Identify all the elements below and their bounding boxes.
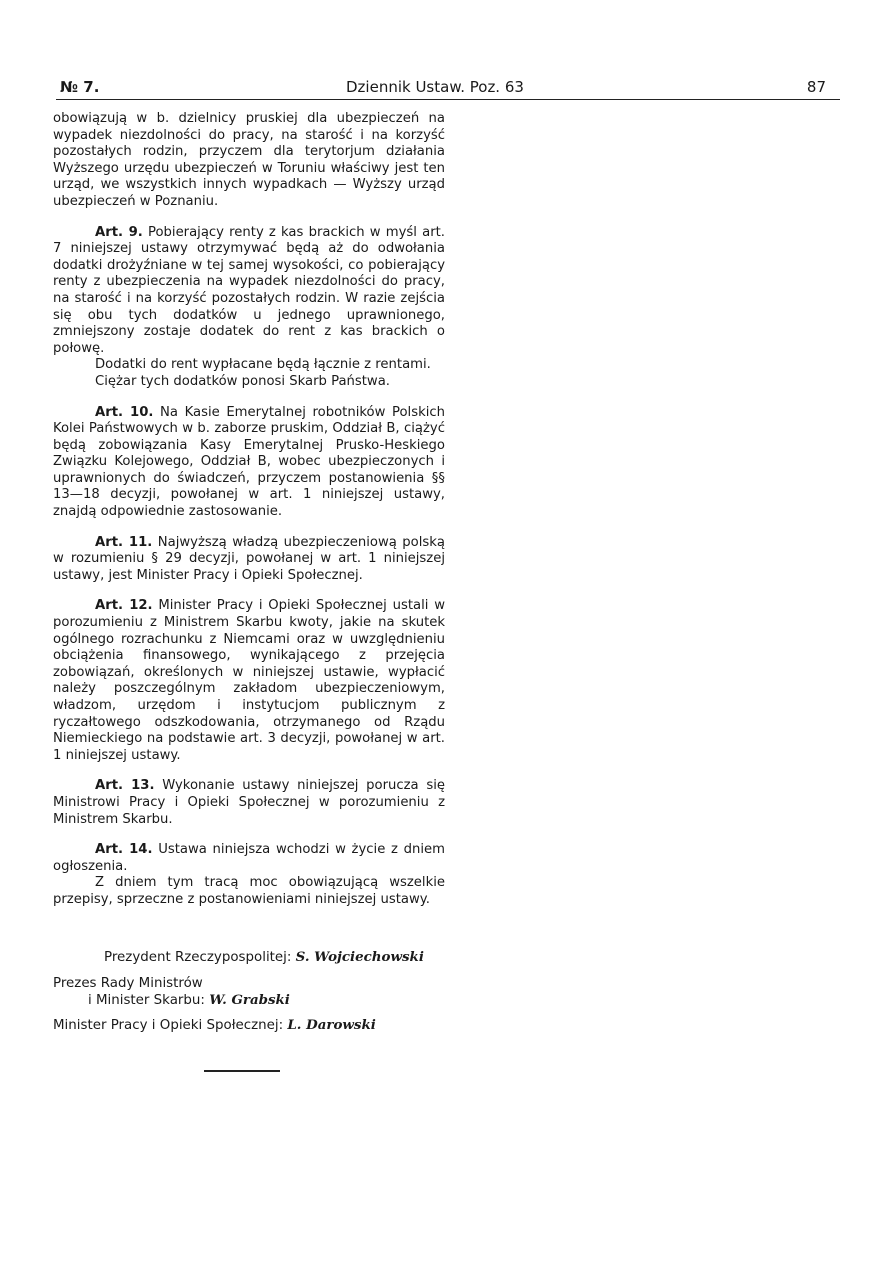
article-label: Art. 9.: [95, 224, 143, 240]
text-column: [53, 111, 445, 909]
paragraph-text: Minister Pracy i Opieki Społecznej ustali w porozumieniu z Ministrem Skarbu kwoty, jakie na skutek ogólnego rozrachunku z Niemcami oraz w uwzględnieniu obciążenia finansowego, wynikającego z przejęcia zobowiązań, określonych w niniejszej ustawie, wypłacić należy poszczególnym zakładom ubezpieczeniowym, władzom, urzędom i instytucjom publicznym z ryczałtowego odszkodowania, otrzymanego od Rządu Niemieckiego na podstawie art. 3 decyzji, powołanej w art. 1 niniejszej ustawy.: [53, 598, 445, 763]
signature-president: [104, 949, 424, 966]
signature-pm-title: [53, 975, 203, 992]
paragraph-text: Ustawa niniejsza wchodzi w życie z dniem ogłoszenia.: [53, 842, 445, 874]
article-label: Art. 13.: [95, 778, 155, 794]
page-number: 87: [806, 78, 826, 96]
issue-number: № 7.: [60, 78, 100, 96]
pm-name: W. Grabski: [209, 992, 290, 1008]
header-rule: [56, 99, 840, 100]
article-13: [53, 778, 445, 828]
article-9: [53, 225, 445, 358]
paragraph-continuation: [53, 111, 445, 211]
paragraph-text: Wykonanie ustawy niniejszej porucza się Ministrowi Pracy i Opieki Społecznej w porozumieniu z Ministrem Skarbu.: [53, 778, 445, 827]
closing-rule: [204, 1070, 280, 1072]
paragraph-text: Pobierający renty z kas brackich w myśl art. 7 niniejszej ustawy otrzymywać będą aż do odwołania dodatki drożyźniane w tej samej wysokości, co pobierający renty z ubezpieczenia na wypadek niezdolności do pracy, na starość i na korzyść pozostałych rodzin. W razie zejścia się obu tych dodatków u jednego uprawnionego, zmniejszony zostaje dodatek do rent z kas brackich o połowę.: [53, 224, 445, 356]
paragraph-text: Ciężar tych dodatków ponosi Skarb Państwa.: [95, 373, 390, 389]
signature-labour: [53, 1017, 376, 1034]
article-10: [53, 405, 445, 521]
article-label: Art. 14.: [95, 842, 153, 858]
article-14: [53, 842, 445, 875]
article-12: [53, 598, 445, 764]
paragraph-repeal: [53, 875, 445, 908]
president-title: Prezydent Rzeczypospolitej:: [104, 950, 292, 965]
signature-pm: [88, 992, 290, 1009]
page-header: [60, 74, 826, 100]
labour-title: Minister Pracy i Opieki Społecznej:: [53, 1018, 284, 1033]
paragraph-text: obowiązują w b. dzielnicy pruskiej dla ubezpieczeń na wypadek niezdolności do pracy, na starość i na korzyść pozostałych rodzin, przyczem dla terytorjum działania Wyższego urzędu ubezpieczeń w Toruniu właściwy jest ten urząd, we wszystkich innych wypadkach — Wyższy urząd ubezpieczeń w Poznaniu.: [53, 111, 445, 209]
pm-title-line-1: Prezes Rady Ministrów: [53, 976, 203, 991]
article-11: [53, 535, 445, 585]
paragraph-text: Dodatki do rent wypłacane będą łącznie z rentami.: [95, 357, 431, 373]
president-name: S. Wojciechowski: [295, 949, 424, 965]
article-label: Art. 11.: [95, 534, 153, 550]
article-label: Art. 12.: [95, 598, 153, 614]
journal-title: Dziennik Ustaw. Poz. 63: [346, 78, 524, 96]
article-label: Art. 10.: [95, 404, 154, 420]
paragraph-text: Z dniem tym tracą moc obowiązującą wszelkie przepisy, sprzeczne z postanowieniami niniejszej ustawy.: [53, 875, 445, 907]
paragraph-dodatki: [53, 357, 445, 374]
paragraph-ciezar: [53, 374, 445, 391]
pm-title-line-2: i Minister Skarbu:: [88, 993, 205, 1008]
paragraph-text: Na Kasie Emerytalnej robotników Polskich Kolei Państwowych w b. zaborze pruskim, Oddział B, ciążyć będą zobowiązania Kasy Emerytalnej Prusko-Heskiego Związku Kolejowego, Oddział B, wobec ubezpieczonych i uprawnionych do świadczeń, przyczem postanowienia §§ 13—18 decyzji, powołanej w art. 1 niniejszej ustawy, znajdą odpowiednie zastosowanie.: [53, 404, 445, 520]
labour-name: L. Darowski: [287, 1017, 376, 1033]
paragraph-text: Najwyższą władzą ubezpieczeniową polską w rozumieniu § 29 decyzji, powołanej w art. 1 niniejszej ustawy, jest Minister Pracy i Opieki Społecznej.: [53, 534, 445, 583]
